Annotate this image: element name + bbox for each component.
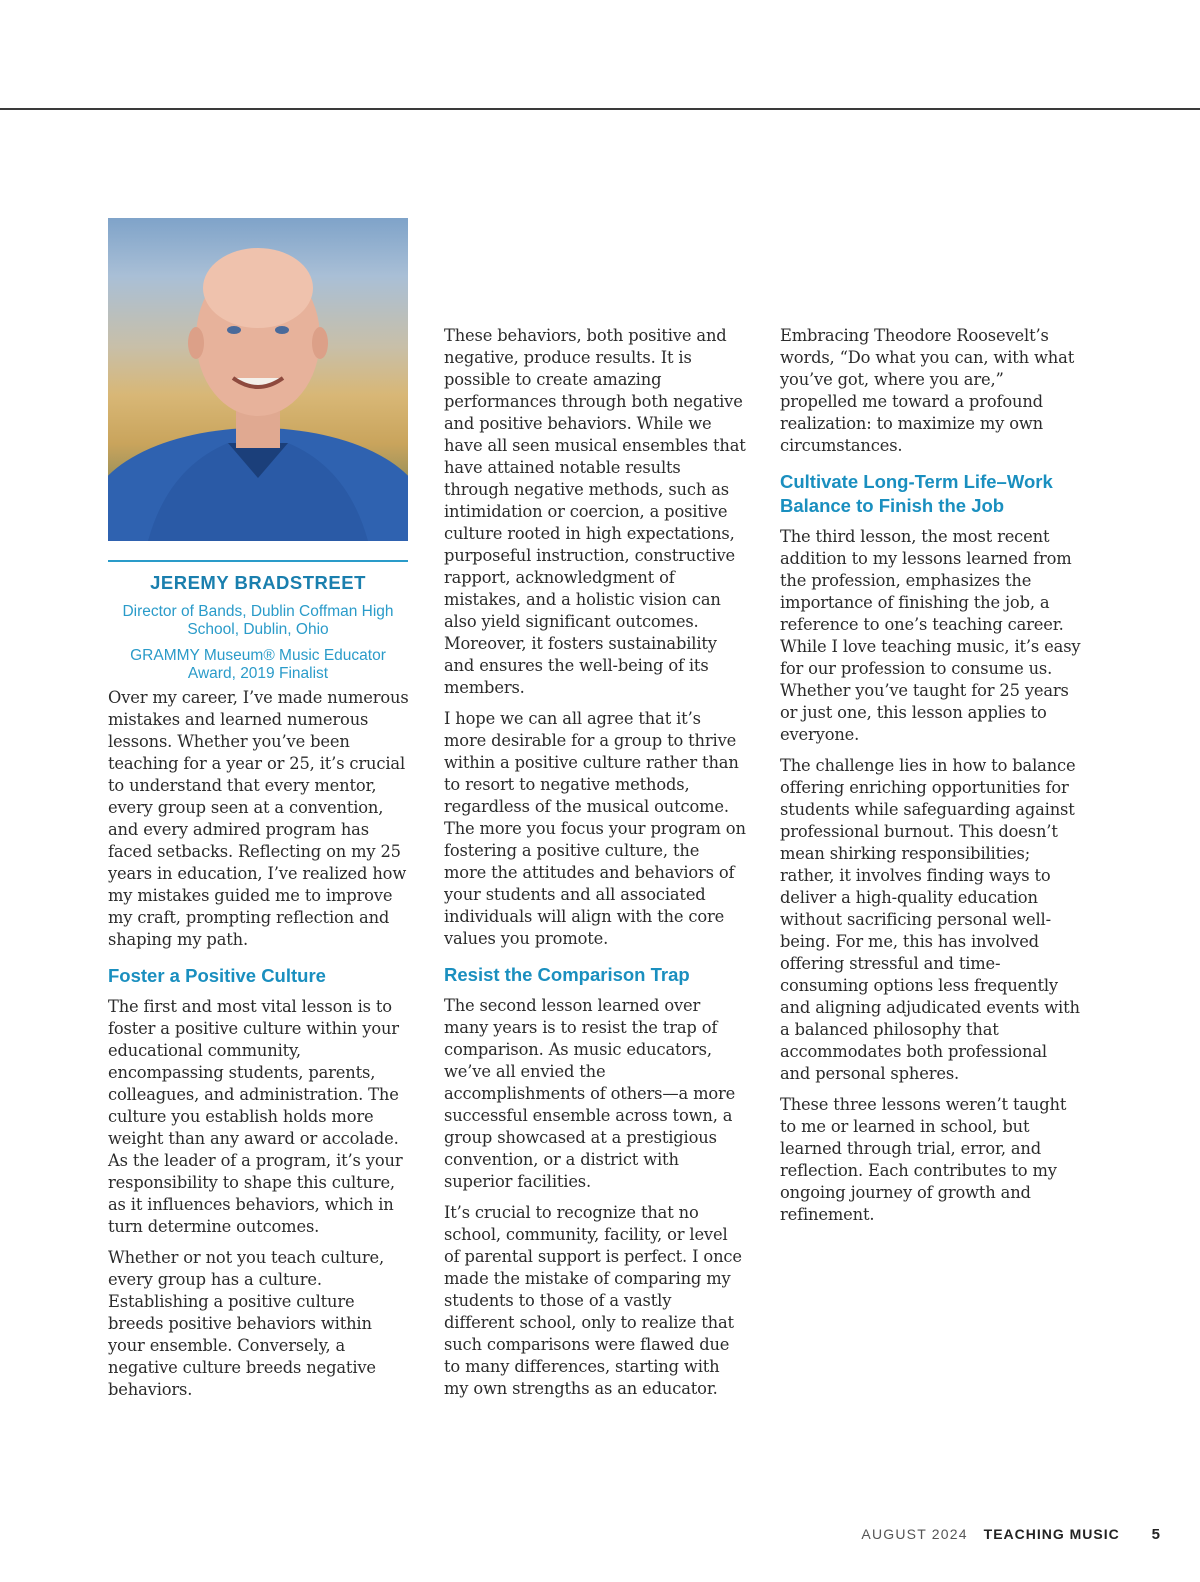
paragraph: Embracing Theodore Roosevelt’s words, “Do what you can, with what you’ve got, where you are,” propelled me toward a profound realization: to maximize my own circumstances.: [780, 326, 1075, 455]
author-photo: [108, 218, 408, 541]
section-heading-life-work-balance: Cultivate Long-Term Life–Work Balance to Finish the Job: [780, 471, 1053, 516]
column-3: [780, 325, 1082, 1235]
paragraph: These three lessons weren’t taught to me or learned in school, but learned through trial, error, and reflection. Each contributes to my ongoing journey of growth and refinement.: [780, 1095, 1067, 1224]
section-heading-foster-culture: Foster a Positive Culture: [108, 965, 326, 986]
paragraph: It’s crucial to recognize that no school, community, facility, or level of parental support is perfect. I once made the mistake of comparing my students to those of a vastly different school, only to realize that such comparisons were flawed due to many differences, starting with my own strengths as an educator.: [444, 1203, 742, 1398]
author-role: Director of Bands, Dublin Coffman High School, Dublin, Ohio: [122, 603, 394, 638]
paragraph: Whether or not you teach culture, every group has a culture. Establishing a positive culture breeds positive behaviors within your ensemble. Conversely, a negative culture breeds negative behaviors.: [108, 1248, 385, 1399]
paragraph: Over my career, I’ve made numerous mistakes and learned numerous lessons. Whether you’ve been teaching for a year or 25, it’s crucial to understand that every mentor, every group seen at a convention, and every admired program has faced setbacks. Reflecting on my 25 years in education, I’ve realized how my mistakes guided me to improve my craft, prompting reflection and shaping my path.: [108, 688, 409, 949]
issue-date: AUGUST 2024: [861, 1526, 968, 1542]
paragraph: The second lesson learned over many years is to resist the trap of comparison. As music educators, we’ve all envied the accomplishments of others—a more successful ensemble across town, a group showcased at a prestigious convention, or a district with superior facilities.: [444, 996, 736, 1191]
paragraph: The first and most vital lesson is to foster a positive culture within your educational community, encompassing students, parents, colleagues, and administration. The culture you establish holds more weight than any award or accolade. As the leader of a program, it’s your responsibility to shape this culture, as it influences behaviors, which in turn determine outcomes.: [108, 997, 403, 1236]
top-rule: [0, 108, 1200, 110]
paragraph: The challenge lies in how to balance offering enriching opportunities for students while safeguarding against professional burnout. This doesn’t mean shirking responsibilities; rather, it involves finding ways to deliver a high-quality education without sacrificing personal well-being. For me, this has involved offering stressful and time-consuming options less frequently and aligning adjudicated events with a balanced philosophy that accommodates both professional and personal spheres.: [780, 756, 1080, 1083]
magazine-title: TEACHING MUSIC: [983, 1526, 1120, 1542]
page-footer: [861, 1526, 1160, 1543]
author-award: GRAMMY Museum® Music Educator Award, 2019 Finalist: [130, 647, 386, 682]
page-number: 5: [1151, 1526, 1160, 1543]
paragraph: The third lesson, the most recent addition to my lessons learned from the profession, emphasizes the importance of finishing the job, a reference to one’s teaching career. While I love teaching music, it’s easy for our profession to consume us. Whether you’ve taught for 25 years or just one, this lesson applies to everyone.: [780, 527, 1081, 744]
column-1: [108, 218, 410, 1410]
section-heading-comparison-trap: Resist the Comparison Trap: [444, 964, 690, 985]
paragraph: These behaviors, both positive and negative, produce results. It is possible to create amazing performances through both negative and positive behaviors. While we have all seen musical ensembles that have attained notable results through negative methods, such as intimidation or coercion, a positive culture rooted in high expectations, purposeful instruction, constructive rapport, acknowledgment of mistakes, and a holistic vision can also yield significant outcomes. Moreover, it fosters sustainability and ensures the well-being of its members.: [444, 326, 746, 697]
column-2: [444, 325, 746, 1409]
paragraph: I hope we can all agree that it’s more desirable for a group to thrive within a positive culture rather than to resort to negative methods, regardless of the musical outcome. The more you focus your program on fostering a positive culture, the more the attitudes and behaviors of your students and all associated individuals will align with the core values you promote.: [444, 709, 746, 948]
portrait-illustration: [108, 218, 408, 541]
author-name: JEREMY BRADSTREET: [150, 572, 366, 593]
bio-divider: [108, 560, 408, 562]
